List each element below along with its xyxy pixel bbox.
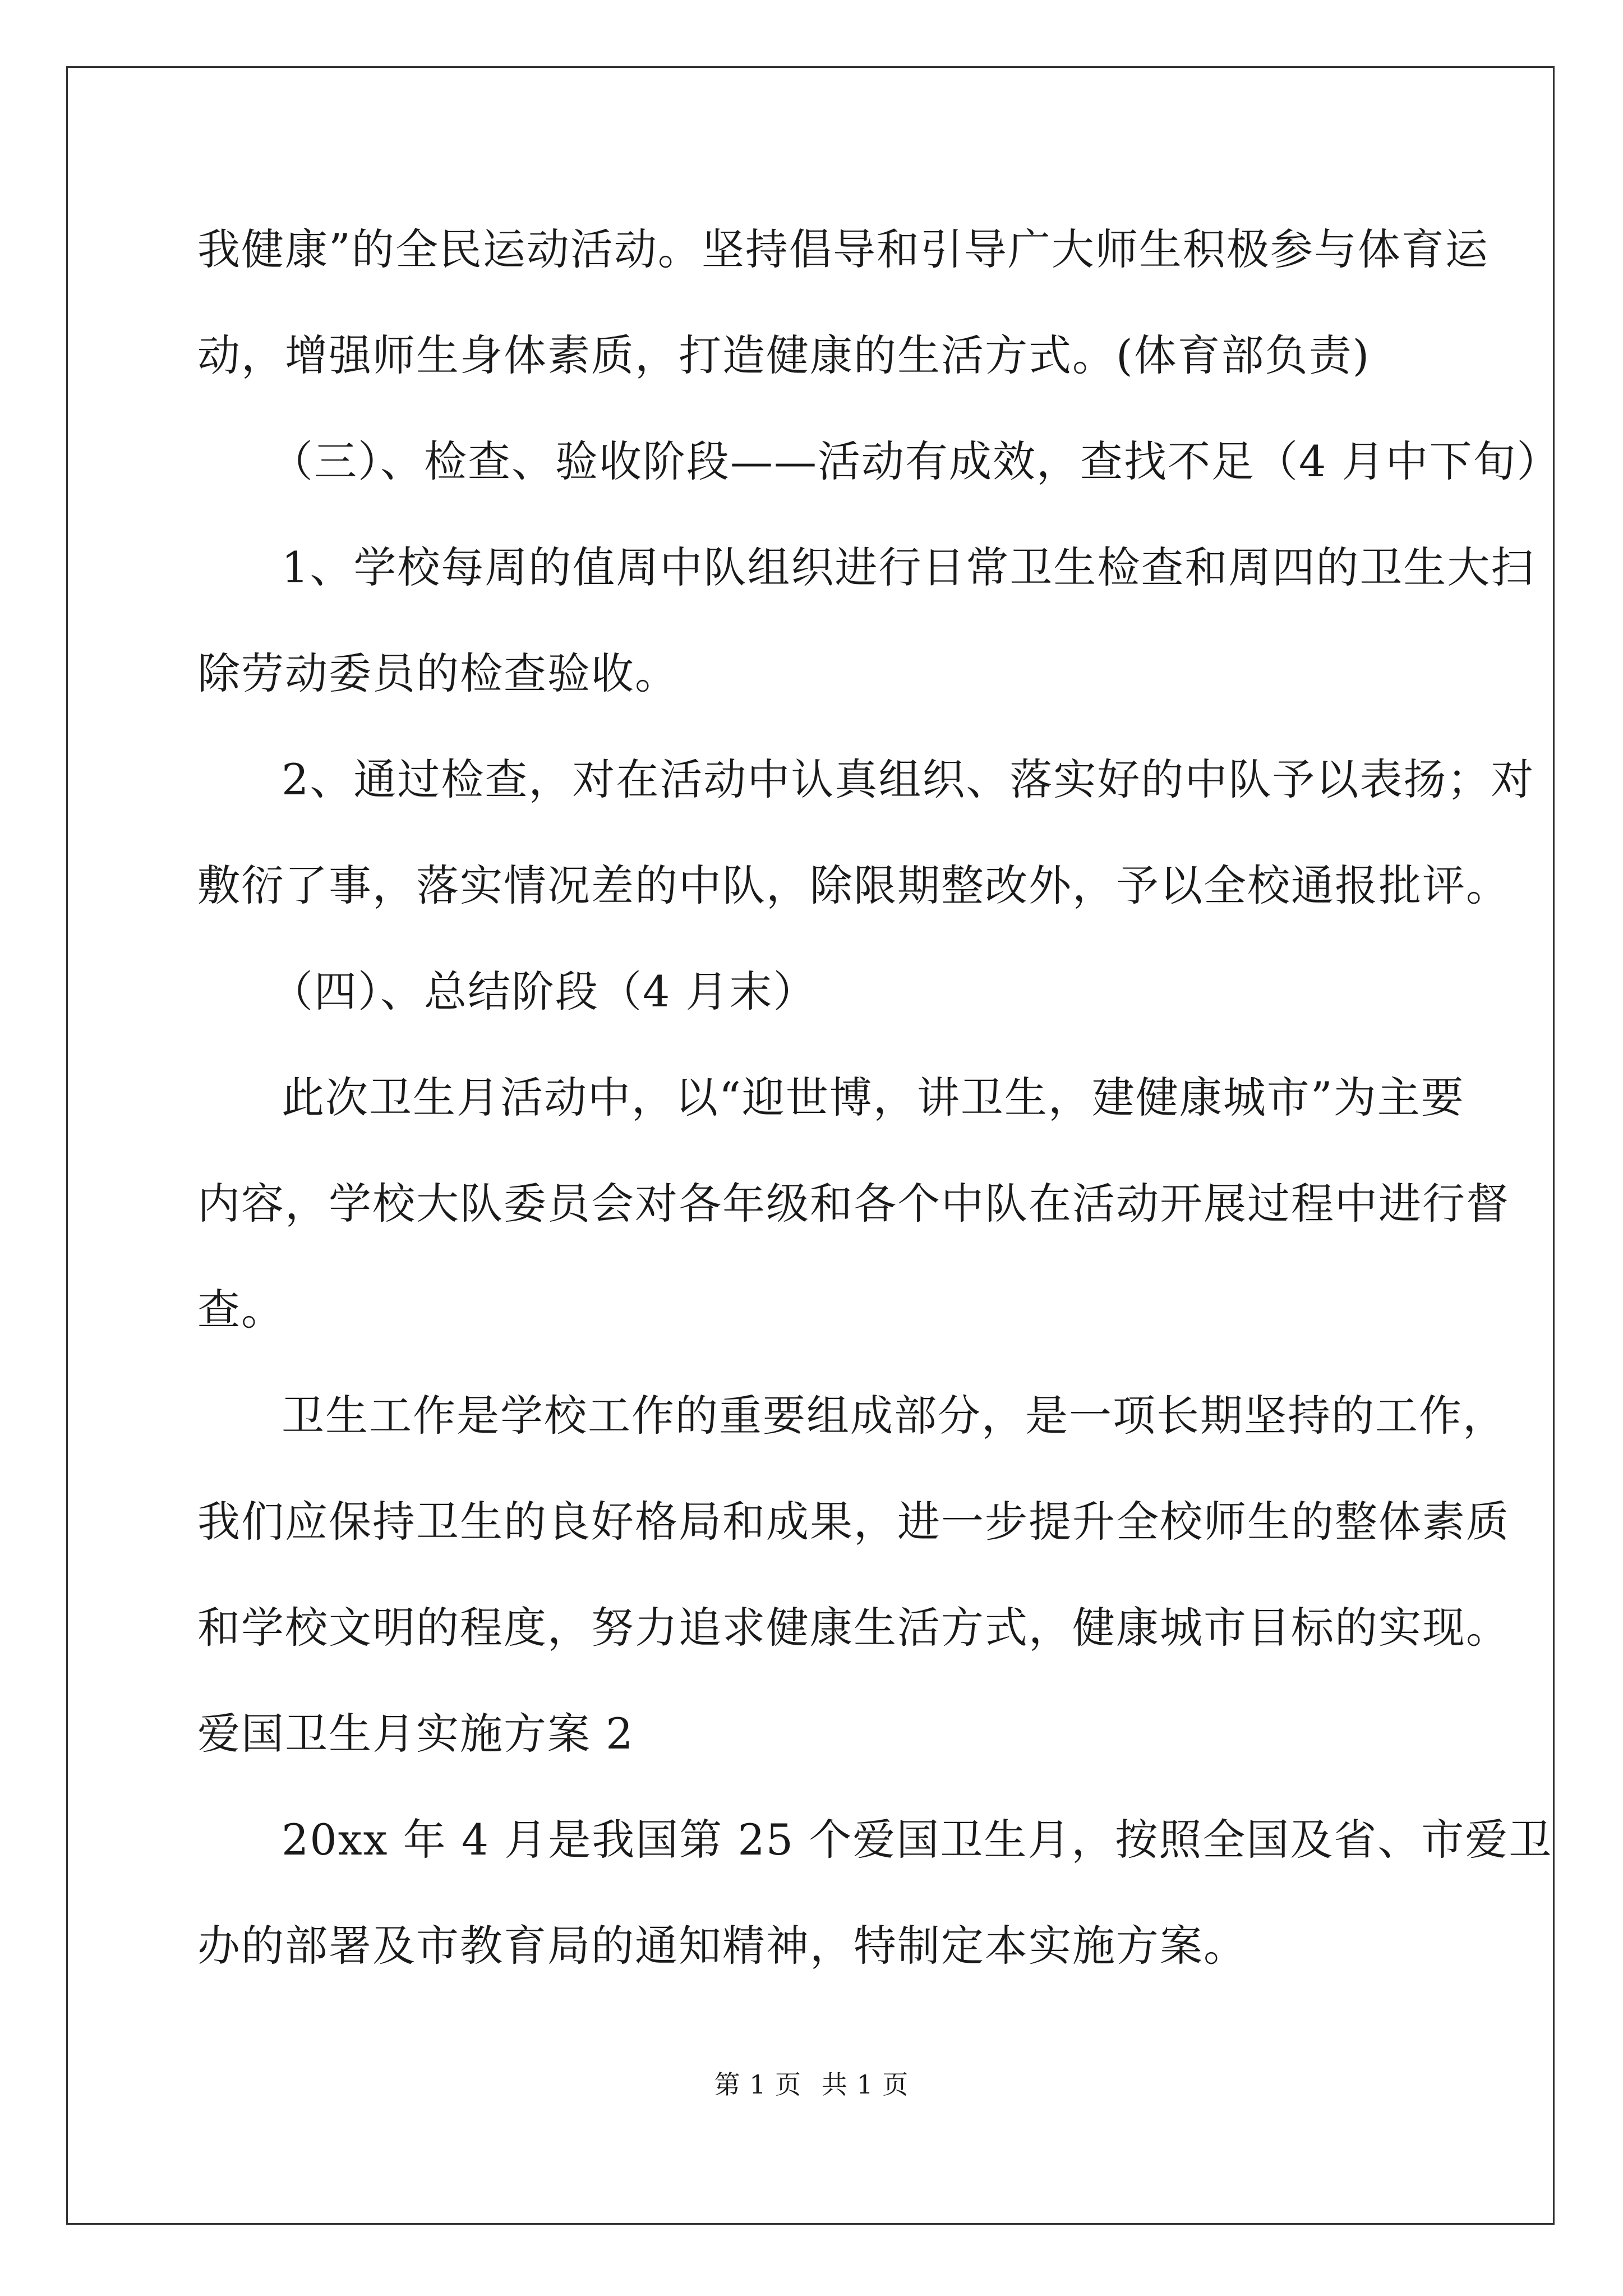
text-line-4: 1、学校每周的值周中队组织进行日常卫生检查和周四的卫生大扫 [282,542,1535,592]
document-body [197,210,1561,2013]
text-line-5: 除劳动委员的检查验收。 [197,648,679,698]
text-line-12: 卫生工作是学校工作的重要组成部分，是一项长期坚持的工作， [282,1391,1506,1441]
page-number-current: 第 1 页 [714,2069,802,2100]
text-line-1: 我健康”的全民运动活动。坚持倡导和引导广大师生积极参与体育运 [197,224,1489,274]
text-line-11: 查。 [197,1285,285,1335]
page-number-total: 共 1 页 [821,2069,909,2100]
text-line-2: 动，增强师生身体素质，打造健康的生活方式。(体育部负责) [197,330,1371,380]
text-line-9: 此次卫生月活动中，以“迎世博，讲卫生，建健康城市”为主要 [282,1073,1465,1122]
text-line-14: 和学校文明的程度，努力追求健康生活方式，健康城市目标的实现。 [197,1603,1510,1653]
text-line-16: 20xx 年 4 月是我国第 25 个爱国卫生月，按照全国及省、市爱卫 [282,1815,1553,1865]
text-line-10: 内容，学校大队委员会对各年级和各个中队在活动开展过程中进行督 [197,1179,1510,1228]
document-title-2: 爱国卫生月实施方案 2 [197,1709,634,1759]
text-line-6: 2、通过检查，对在活动中认真组织、落实好的中队予以表扬；对 [282,754,1535,804]
text-line-7: 敷衍了事，落实情况差的中队，除限期整改外，予以全校通报批评。 [197,861,1510,910]
text-line-13: 我们应保持卫生的良好格局和成果，进一步提升全校师生的整体素质 [197,1497,1510,1547]
section-heading-3: （三）、检查、验收阶段——活动有成效，查找不足（4 月中下旬） [270,436,1561,486]
text-line-17: 办的部署及市教育局的通知精神，特制定本实施方案。 [197,1921,1247,1971]
section-heading-4: （四）、总结阶段（4 月末） [270,967,817,1016]
page-footer [0,2064,1623,2101]
